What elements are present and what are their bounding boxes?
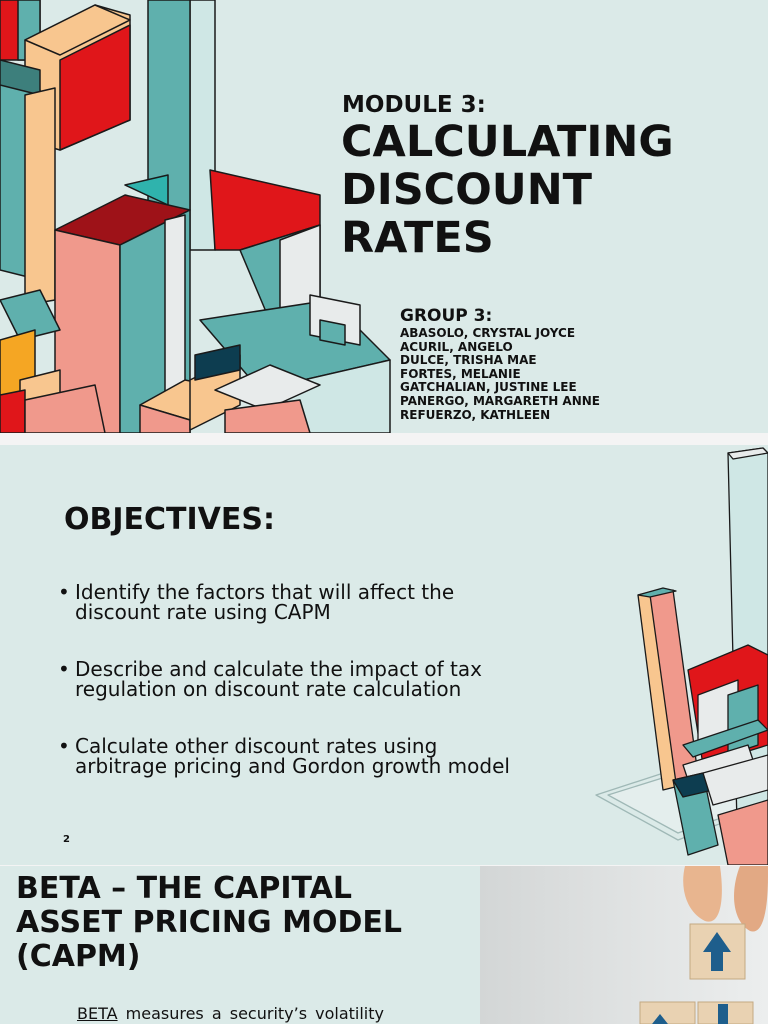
bullet-icon: • (58, 734, 70, 758)
capm-slide (0, 866, 768, 1024)
member-name: DULCE, TRISHA MAE (400, 353, 537, 368)
objective-item (58, 659, 578, 699)
title-slide (0, 0, 768, 433)
objective-line: regulation on discount rate calculation (75, 677, 462, 701)
module-label: MODULE 3: (342, 92, 486, 118)
hand-blocks-photo (480, 866, 768, 1024)
isometric-towers-illustration (588, 445, 768, 865)
title-line: ASSET PRICING MODEL (16, 905, 402, 940)
beta-term: BETA (77, 1004, 118, 1023)
title-line: (CAPM) (16, 939, 141, 974)
body-rest: measures a security’s volatility (117, 1004, 384, 1023)
bullet-icon: • (58, 657, 70, 681)
presentation-title (341, 118, 761, 262)
member-name: ACURIL, ANGELO (400, 339, 513, 354)
objective-line: Identify the factors that will affect the (75, 580, 455, 604)
title-line: DISCOUNT (341, 165, 593, 215)
group-label: GROUP 3: (400, 306, 493, 326)
member-list (400, 327, 600, 422)
objective-line: discount rate using CAPM (75, 600, 331, 624)
member-name: ABASOLO, CRYSTAL JOYCE (400, 326, 576, 340)
body-text (77, 1004, 384, 1023)
member-name: GATCHALIAN, JUSTINE LEE (400, 380, 577, 395)
page-number: 2 (63, 834, 70, 845)
title-line: RATES (341, 213, 494, 263)
objectives-list (58, 582, 578, 813)
objective-line: arbitrage pricing and Gordon growth model (75, 754, 510, 778)
objective-line: Describe and calculate the impact of tax (75, 657, 482, 681)
slide-separator (0, 433, 768, 445)
objectives-heading: OBJECTIVES: (64, 502, 275, 537)
title-line: CALCULATING (341, 117, 674, 167)
member-name: PANERGO, MARGARETH ANNE (400, 393, 601, 408)
member-name: REFUERZO, KATHLEEN (400, 407, 551, 422)
objective-line: Calculate other discount rates using (75, 734, 438, 758)
objective-item (58, 582, 578, 622)
isometric-blocks-illustration (0, 0, 392, 433)
objectives-slide (0, 445, 768, 865)
slide-title (16, 872, 456, 974)
objective-item (58, 736, 578, 776)
bullet-icon: • (58, 580, 70, 604)
title-line: BETA – THE CAPITAL (16, 871, 352, 906)
member-name: FORTES, MELANIE (400, 366, 521, 381)
